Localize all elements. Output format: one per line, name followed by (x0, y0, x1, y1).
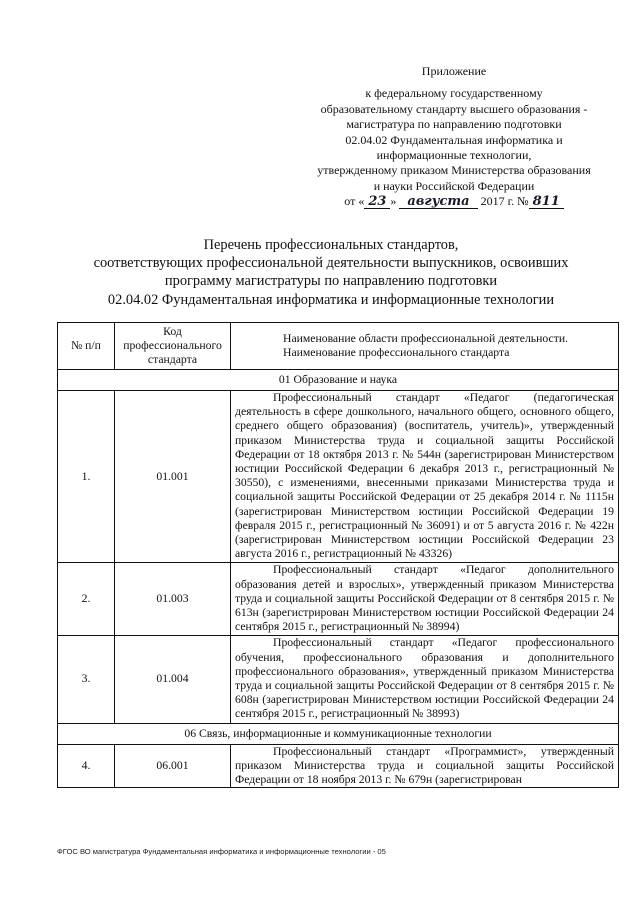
section-row (58, 723, 619, 744)
appendix-line: к федеральному государственному (365, 86, 543, 101)
row-standard-text: Профессиональный стандарт «Педагог (педагогическая деятельность в сфере дошкольного, начального общего, основного общего, среднего общего образования) (воспитатель, учитель)», утвержденный приказом Министерства труда и социальной защиты Российской Федерации от 18 октября 2013 г. № 544н (зарегистрирован Министерством юстиции Российской Федерации 6 декабря 2013 г., регистрационный № 30550), с изменениями, внесенными приказами Министерства труда и социальной защиты Российской Федерации от 25 декабря 2014 г. № 1115н (зарегистрирован Министерством юстиции Российской Федерации 19 февраля 2015 г., регистрационный № 36091) и от 5 августа 2016 г. № 422н (зарегистрирован Министерством юстиции Российской Федерации 23 августа 2016 г., регистрационный № 43326) (231, 391, 619, 563)
header-name: Наименование области профессиональной деятельности. Наименование профессионального стандарта (231, 323, 619, 370)
row-number: 4. (58, 744, 115, 787)
section-title: 01 Образование и наука (58, 370, 619, 391)
document-title-line: программу магистратуры по направлению подготовки (164, 273, 498, 290)
date-mid: » (390, 194, 397, 209)
row-number: 2. (58, 563, 115, 636)
header-number: № п/п (58, 323, 115, 370)
document-title-line: соответствующих профессиональной деятельности выпускников, освоивших (93, 255, 569, 272)
handwritten-month: августа (399, 195, 477, 209)
row-number: 1. (58, 391, 115, 563)
appendix-line: и науки Российской Федерации (373, 178, 535, 193)
section-title: 06 Связь, информационные и коммуникационные технологии (58, 723, 619, 744)
appendix-line: информационные технологии, (376, 148, 532, 163)
table-row (58, 391, 619, 563)
handwritten-day: 23 (364, 195, 390, 209)
appendix-line: утвержденному приказом Министерства образования (317, 163, 591, 178)
appendix-title: Приложение (421, 64, 487, 78)
row-code: 01.003 (115, 563, 231, 636)
document-title-line: 02.04.02 Фундаментальная информатика и информационные технологии (107, 291, 555, 308)
table-header-row (58, 323, 619, 370)
row-code: 06.001 (115, 744, 231, 787)
appendix-block (300, 64, 608, 210)
document-title-line: Перечень профессиональных стандартов, (203, 237, 459, 253)
row-standard-text: Профессиональный стандарт «Педагог дополнительного образования детей и взрослых», утвержденный приказом Министерства труда и социальной защиты Российской Федерации от 8 сентября 2015 г. № 613н (зарегистрирован Министерством юстиции Российской Федерации 24 сентября 2015 г., регистрационный № 38994) (231, 563, 619, 636)
date-prefix: от « (344, 194, 365, 209)
row-standard-text-continued: Профессиональный стандарт «Программист», утвержденный приказом Министерства труда и социальной защиты Российской Федерации от 18 ноября 2013 г. № 679н (зарегистрирован (235, 744, 614, 786)
table-row (58, 744, 619, 787)
appendix-line: образовательному стандарту высшего образования - (320, 101, 588, 116)
date-year: 2017 г. № (480, 194, 529, 209)
document-title (62, 236, 600, 309)
row-standard-text: Профессиональный стандарт «Педагог профессионального обучения, профессионального образования и дополнительного профессионального образования», утвержденный приказом Министерства труда и социальной защиты Российской Федерации от 8 сентября 2015 г. № 608н (зарегистрирован Министерством юстиции Российской Федерации 24 сентября 2015 г., регистрационный № 38993) (231, 636, 619, 723)
appendix-line: 02.04.02 Фундаментальная информатика и (345, 132, 563, 147)
handwritten-order-number: 811 (529, 195, 564, 209)
section-row (58, 370, 619, 391)
standards-table (57, 322, 619, 788)
row-code: 01.004 (115, 636, 231, 723)
table-row (58, 636, 619, 723)
row-standard-text (231, 744, 619, 787)
row-number: 3. (58, 636, 115, 723)
header-code: Код профессионального стандарта (115, 323, 231, 370)
row-code: 01.001 (115, 391, 231, 563)
table-row (58, 563, 619, 636)
page-footer: ФГОС ВО магистратура Фундаментальная информатика и информационные технологии - 05 (57, 847, 386, 856)
order-date-line (300, 194, 608, 209)
appendix-line: магистратура по направлению подготовки (346, 117, 562, 132)
